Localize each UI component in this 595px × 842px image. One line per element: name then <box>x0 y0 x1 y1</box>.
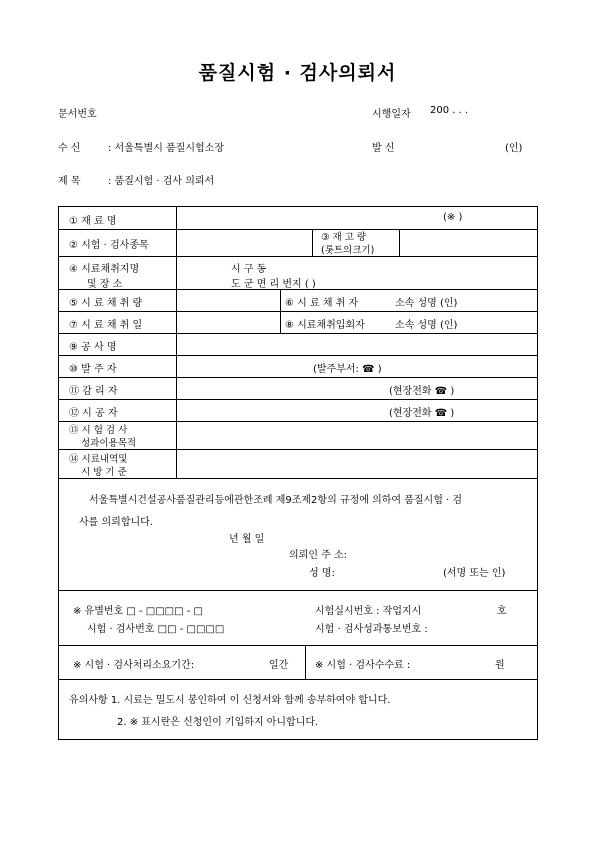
sampling-place-label-1: ④ 시료채취지명 <box>69 264 140 275</box>
contractor-phone: (현장전화 ☎ ) <box>389 408 455 419</box>
applicant-sign-label: (서명 또는 인) <box>443 568 506 579</box>
recipient-label: 수 신 <box>58 143 81 154</box>
sampler-label: ⑥ 시 료 채 취 자 <box>285 298 359 309</box>
sampling-place-address: 도 군 면 리 번지 ( ) <box>231 279 316 290</box>
sampling-witness-value: 소속 성명 (인) <box>395 320 458 331</box>
spec-label-1: ⑭ 시료내역및 <box>69 454 128 465</box>
notice-line-1: 유의사항 1. 시료는 밀도시 봉인하여 이 신청서와 함께 송부하여야 합니다. <box>69 695 391 706</box>
declaration-line-2: 사를 의뢰합니다. <box>79 517 153 528</box>
sender-label: 발 신 <box>372 143 395 154</box>
subject-label: 제 목 <box>58 176 81 187</box>
page-title: 품질시험 · 검사의뢰서 <box>198 62 397 84</box>
sender-seal: (인) <box>505 143 523 154</box>
recipient-value: : 서울특별시 품질시험소장 <box>108 143 224 154</box>
client-value: (발주부서: ☎ ) <box>313 364 382 375</box>
supervisor-label: ⑪ 감 리 자 <box>69 386 118 397</box>
lab-number-suffix: 호 <box>497 606 507 617</box>
test-fee-unit: 원 <box>495 660 505 671</box>
material-name-note: (※ ) <box>443 212 463 223</box>
lot-size-label: (롯트의크기) <box>321 245 375 256</box>
sampling-qty-label: ⑤ 시 료 채 취 량 <box>69 298 143 309</box>
material-name-label: ① 재 료 명 <box>69 216 117 227</box>
sampling-place-label-2: 및 장 소 <box>87 279 123 290</box>
stock-qty-label: ③ 재 고 량 <box>321 232 367 243</box>
category-number-label: ※ 유별번호 □ - □□□□ - □ <box>73 606 203 617</box>
result-notice-label: 시험 · 검사성과통보번호 : <box>315 624 428 635</box>
test-item-label: ② 시험 · 검사종목 <box>69 240 149 251</box>
contractor-label: ⑫ 시 공 자 <box>69 408 118 419</box>
request-form <box>58 206 538 740</box>
processing-period-label: ※ 시험 · 검사처리소요기간: <box>73 660 195 671</box>
notice-line-2: 2. ※ 표시란은 신청인이 기입하지 아니합니다. <box>117 717 319 728</box>
applicant-address-label: 의뢰인 주 소: <box>289 550 348 561</box>
declaration-date: 년 월 일 <box>229 534 265 545</box>
client-label: ⑩ 발 주 자 <box>69 364 117 375</box>
purpose-label-2: 성과이용목적 <box>81 438 137 449</box>
processing-period-unit: 일간 <box>269 660 289 671</box>
project-name-label: ⑨ 공 사 명 <box>69 342 117 353</box>
subject-value: : 품질시험 · 검사 의뢰서 <box>108 176 215 187</box>
purpose-label-1: ⑬ 시 험 검 사 <box>69 425 128 436</box>
sampling-date-label: ⑦ 시 료 채 취 일 <box>69 320 143 331</box>
test-number-label: 시험 · 검사번호 □□ - □□□□ <box>87 624 225 635</box>
test-fee-label: ※ 시험 · 검사수수료 : <box>315 660 411 671</box>
exec-date-value: 200 . . . <box>430 105 469 116</box>
supervisor-phone: (현장전화 ☎ ) <box>389 386 455 397</box>
lab-number-label: 시험실시번호 : 작업지시 <box>315 606 422 617</box>
declaration-line-1: 서울특별시건설공사품질관리등에관한조례 제9조제2항의 규정에 의하여 품질시험 · 검 <box>89 495 463 506</box>
sampling-place-city: 시 구 동 <box>231 264 267 275</box>
applicant-name-label: 성 명: <box>309 568 335 579</box>
sampling-witness-label: ⑧ 시료채취입회자 <box>285 320 365 331</box>
sampler-value: 소속 성명 (인) <box>395 298 458 309</box>
exec-date-label: 시행일자 <box>372 109 411 120</box>
spec-label-2: 시 방 기 준 <box>81 467 127 478</box>
doc-number-label: 문서번호 <box>58 109 97 120</box>
